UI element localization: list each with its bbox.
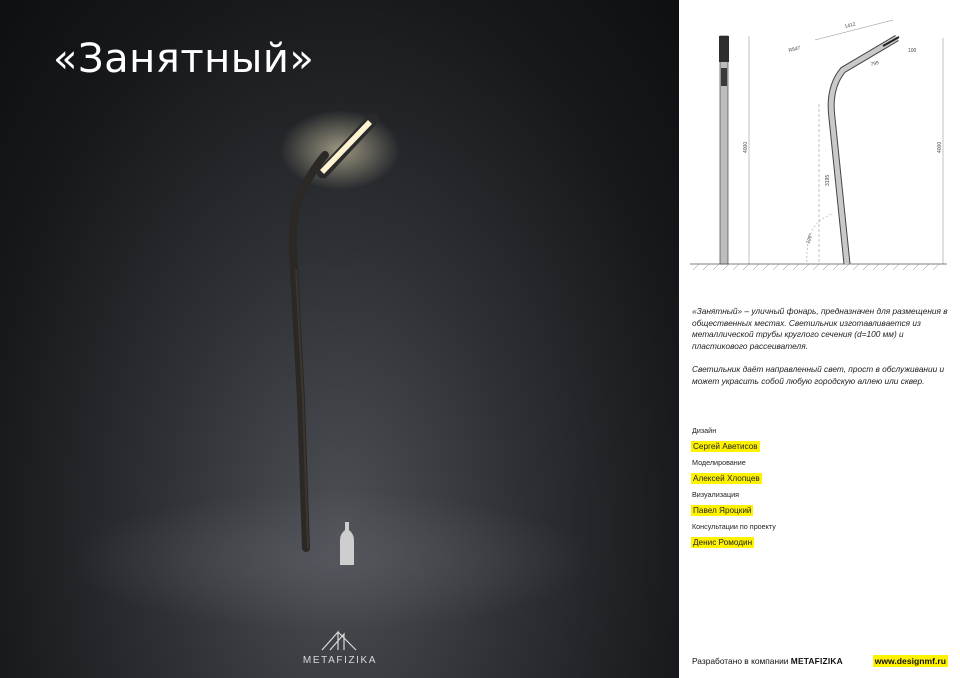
side-view-pole [831, 38, 897, 264]
dim-r547: R547 [788, 45, 802, 54]
product-title: «Занятный» [53, 36, 315, 82]
credit-role: Визуализация [692, 490, 740, 499]
dim-4000-left: 4000 [743, 141, 749, 153]
credit-consulting [692, 522, 942, 554]
credit-design [692, 426, 942, 458]
credit-name: Алексей Хлопцев [693, 474, 760, 483]
footer-developed-by: Разработано в компании [692, 656, 791, 666]
description-paragraph-1: «Занятный» – уличный фонарь, предназначен для размещения в общественных местах. Светильник изготавливается из металлической трубы круглого сечения (d=100 мм) и пластикового рассеивателя. [692, 306, 948, 351]
credit-name: Сергей Аветисов [693, 442, 758, 451]
floor-light [70, 490, 590, 630]
metafizika-logo-icon [322, 632, 356, 650]
front-view-head [719, 36, 729, 62]
credits-list [692, 426, 942, 554]
dim-4000-right: 4000 [937, 141, 943, 153]
credit-role: Консультации по проекту [692, 522, 776, 531]
dim-3195: 3195 [825, 174, 831, 186]
footer-company-name: METAFIZIKA [790, 656, 843, 666]
product-description [692, 306, 950, 399]
dim-1412: 1412 [844, 21, 857, 30]
description-paragraph-2: Светильник даёт направленный свет, прост в обслуживании и может украсить собой любую городскую аллею или сквер. [692, 364, 945, 386]
credit-visualization [692, 490, 942, 522]
lamp-pole [293, 155, 325, 548]
dim-799: 799 [870, 60, 880, 68]
credit-role: Дизайн [692, 426, 717, 435]
credit-name: Денис Ромодин [693, 538, 753, 547]
spec-panel [679, 0, 960, 678]
logo-text: METAFIZIKA [302, 655, 378, 666]
technical-drawing [685, 8, 953, 293]
credit-role: Моделирование [692, 458, 746, 467]
credit-modeling [692, 458, 942, 490]
dim-100: 100 [908, 48, 917, 54]
front-view-detail [721, 68, 727, 86]
dim-angle: 120° [805, 232, 815, 245]
ground-hatch [693, 264, 939, 270]
website-link[interactable]: www.designmf.ru [874, 656, 946, 666]
credit-name: Павел Яроцкий [693, 506, 752, 515]
footer-company [692, 656, 843, 666]
